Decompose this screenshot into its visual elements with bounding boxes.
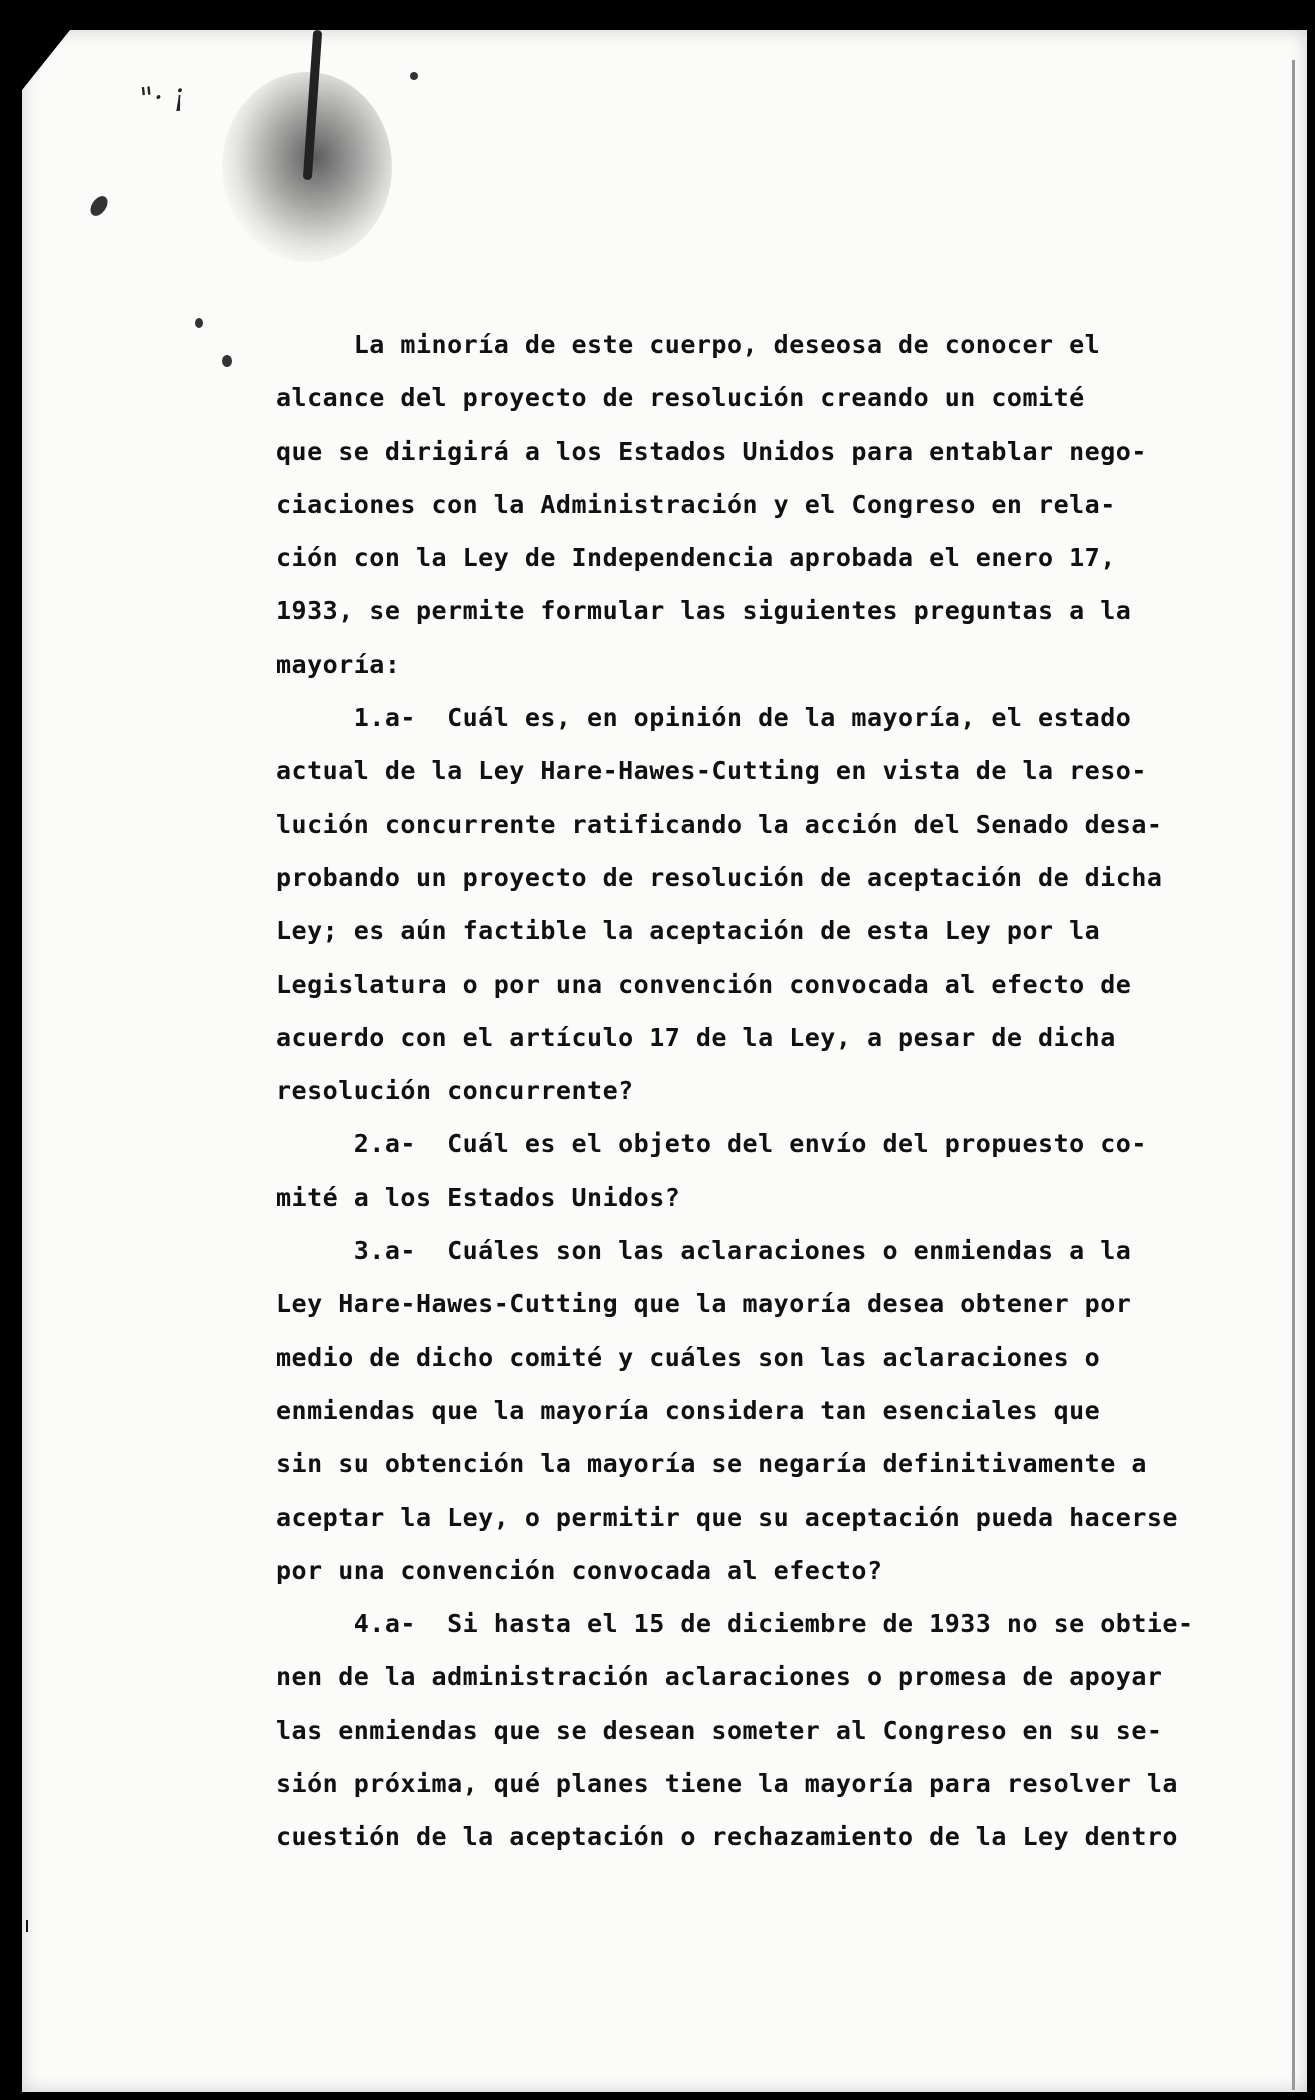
text-line: Ley Hare-Hawes-Cutting que la mayoría desea obtener por bbox=[276, 1289, 1132, 1319]
text-line: 1933, se permite formular las siguientes preguntas a la bbox=[276, 596, 1132, 626]
text-line: 1.a- Cuál es, en opinión de la mayoría, el estado bbox=[276, 703, 1132, 733]
ink-speck bbox=[222, 355, 232, 367]
ink-speck bbox=[410, 72, 418, 80]
text-line: 4.a- Si hasta el 15 de diciembre de 1933 no se obtie- bbox=[276, 1609, 1194, 1639]
text-line: Ley; es aún factible la aceptación de esta Ley por la bbox=[276, 916, 1101, 946]
text-line: aceptar la Ley, o permitir que su aceptación pueda hacerse bbox=[276, 1502, 1178, 1532]
margin-tick bbox=[26, 1920, 28, 1932]
text-line: mité a los Estados Unidos? bbox=[276, 1182, 681, 1212]
ink-speck bbox=[195, 318, 203, 328]
text-line: mayoría: bbox=[276, 649, 401, 679]
text-line: Legislatura o por una convención convocada al efecto de bbox=[276, 969, 1132, 999]
text-line: La minoría de este cuerpo, deseosa de conocer el bbox=[276, 330, 1101, 359]
text-line: alcance del proyecto de resolución creando un comité bbox=[276, 383, 1085, 413]
text-line: probando un proyecto de resolución de aceptación de dicha bbox=[276, 862, 1163, 892]
text-line: cuestión de la aceptación o rechazamiento de la Ley dentro bbox=[276, 1822, 1178, 1852]
text-line: 2.a- Cuál es el objeto del envío del propuesto co- bbox=[276, 1129, 1147, 1159]
text-line: ción con la Ley de Independencia aprobada el enero 17, bbox=[276, 543, 1116, 573]
text-line: actual de la Ley Hare-Hawes-Cutting en vista de la reso- bbox=[276, 756, 1147, 786]
margin-mark: "· ¡ bbox=[138, 77, 187, 118]
text-line: medio de dicho comité y cuáles son las aclaraciones o bbox=[276, 1342, 1101, 1372]
paper-edge bbox=[1292, 60, 1295, 2090]
text-line: ciaciones con la Administración y el Congreso en rela- bbox=[276, 489, 1116, 519]
text-line: nen de la administración aclaraciones o promesa de apoyar bbox=[276, 1662, 1163, 1692]
text-line: las enmiendas que se desean someter al Congreso en su se- bbox=[276, 1715, 1163, 1745]
text-line: acuerdo con el artículo 17 de la Ley, a pesar de dicha bbox=[276, 1022, 1116, 1052]
text-line: que se dirigirá a los Estados Unidos para entablar nego- bbox=[276, 436, 1147, 466]
torn-corner bbox=[22, 30, 70, 90]
text-line: enmiendas que la mayoría considera tan esenciales que bbox=[276, 1395, 1101, 1425]
text-line: por una convención convocada al efecto? bbox=[276, 1555, 883, 1585]
text-line: sión próxima, qué planes tiene la mayoría para resolver la bbox=[276, 1769, 1178, 1799]
document-body bbox=[276, 318, 1276, 1864]
text-line: sin su obtención la mayoría se negaría definitivamente a bbox=[276, 1449, 1147, 1479]
text-line: 3.a- Cuáles son las aclaraciones o enmiendas a la bbox=[276, 1236, 1132, 1266]
text-line: lución concurrente ratificando la acción del Senado desa- bbox=[276, 809, 1163, 839]
text-line: resolución concurrente? bbox=[276, 1076, 634, 1106]
